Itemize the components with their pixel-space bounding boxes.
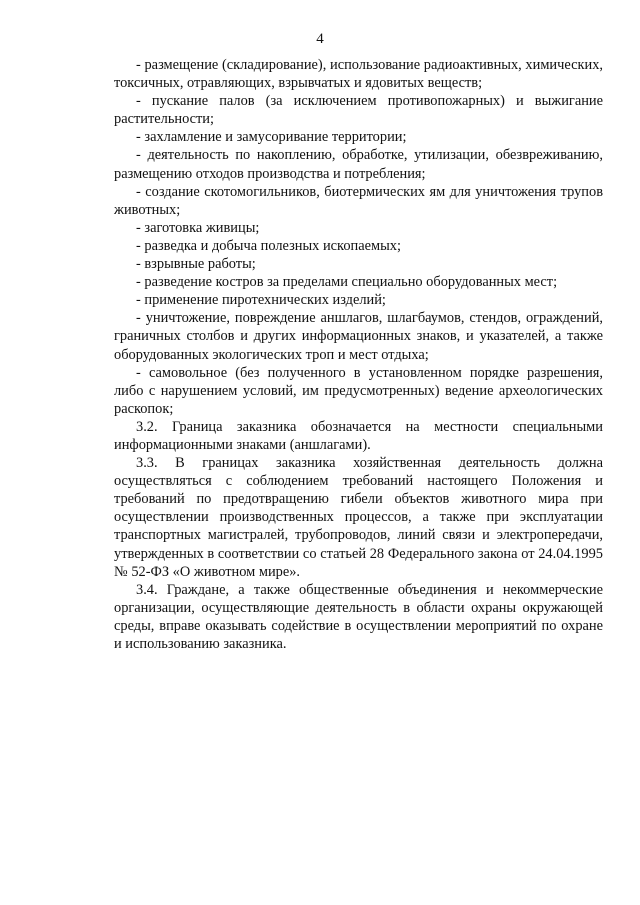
list-item-pyrotechnics: - применение пиротехнических изделий;	[136, 292, 386, 309]
list-item-archaeological-digs: - самовольное (без полученного в установленном порядке разрешения, либо с нарушением условий, им предусмотренных) ведение археологических раскопок;	[114, 364, 603, 417]
page-number: 4	[316, 31, 324, 47]
list-item-resin-harvesting: - заготовка живицы;	[136, 219, 260, 236]
list-item-burning-vegetation: - пускание палов (за исключением противопожарных) и выжигание растительности;	[114, 93, 603, 128]
list-item-mineral-exploration: - разведка и добыча полезных ископаемых;	[136, 237, 401, 254]
list-item-littering: - захламление и замусоривание территории;	[136, 129, 407, 146]
list-item-blasting: - взрывные работы;	[136, 256, 256, 273]
list-item-campfires: - разведение костров за пределами специально оборудованных мест;	[136, 274, 558, 291]
list-item-placement-of-substances: - размещение (складирование), использование радиоактивных, химических, токсичных, отравляющих, взрывчатых и ядовитых веществ;	[114, 57, 603, 92]
section-3-2: 3.2. Граница заказника обозначается на местности специальными информационными знаками (аншлагами).	[114, 418, 603, 453]
document-body	[114, 56, 603, 653]
list-item-cattle-burial-grounds: - создание скотомогильников, биотермических ям для уничтожения трупов животных;	[114, 183, 603, 218]
section-3-4: 3.4. Граждане, а также общественные объединения и некоммерческие организации, осуществляющие деятельность в области охраны окружающей среды, вправе оказывать содействие в осуществлении мероприятий по охране и использованию заказника.	[114, 581, 603, 652]
list-item-sign-destruction: - уничтожение, повреждение аншлагов, шлагбаумов, стендов, ограждений, граничных столбов и других информационных знаков, и указателей, а также оборудованных экологических троп и мест отдыха;	[114, 310, 603, 363]
section-3-3: 3.3. В границах заказника хозяйственная деятельность должна осуществляться с соблюдением требований настоящего Положения и требований по предотвращению гибели объектов животного мира при осуществлении производственных процессов, а также при эксплуатации транспортных магистралей, трубопроводов, линий связи и электропередачи, утвержденных в соответствии со статьей 28 Федерального закона от 24.04.1995 № 52-ФЗ «О животном мире».	[114, 455, 603, 580]
list-item-waste-activity: - деятельность по накоплению, обработке, утилизации, обезвреживанию, размещению отходов производства и потребления;	[114, 147, 603, 182]
